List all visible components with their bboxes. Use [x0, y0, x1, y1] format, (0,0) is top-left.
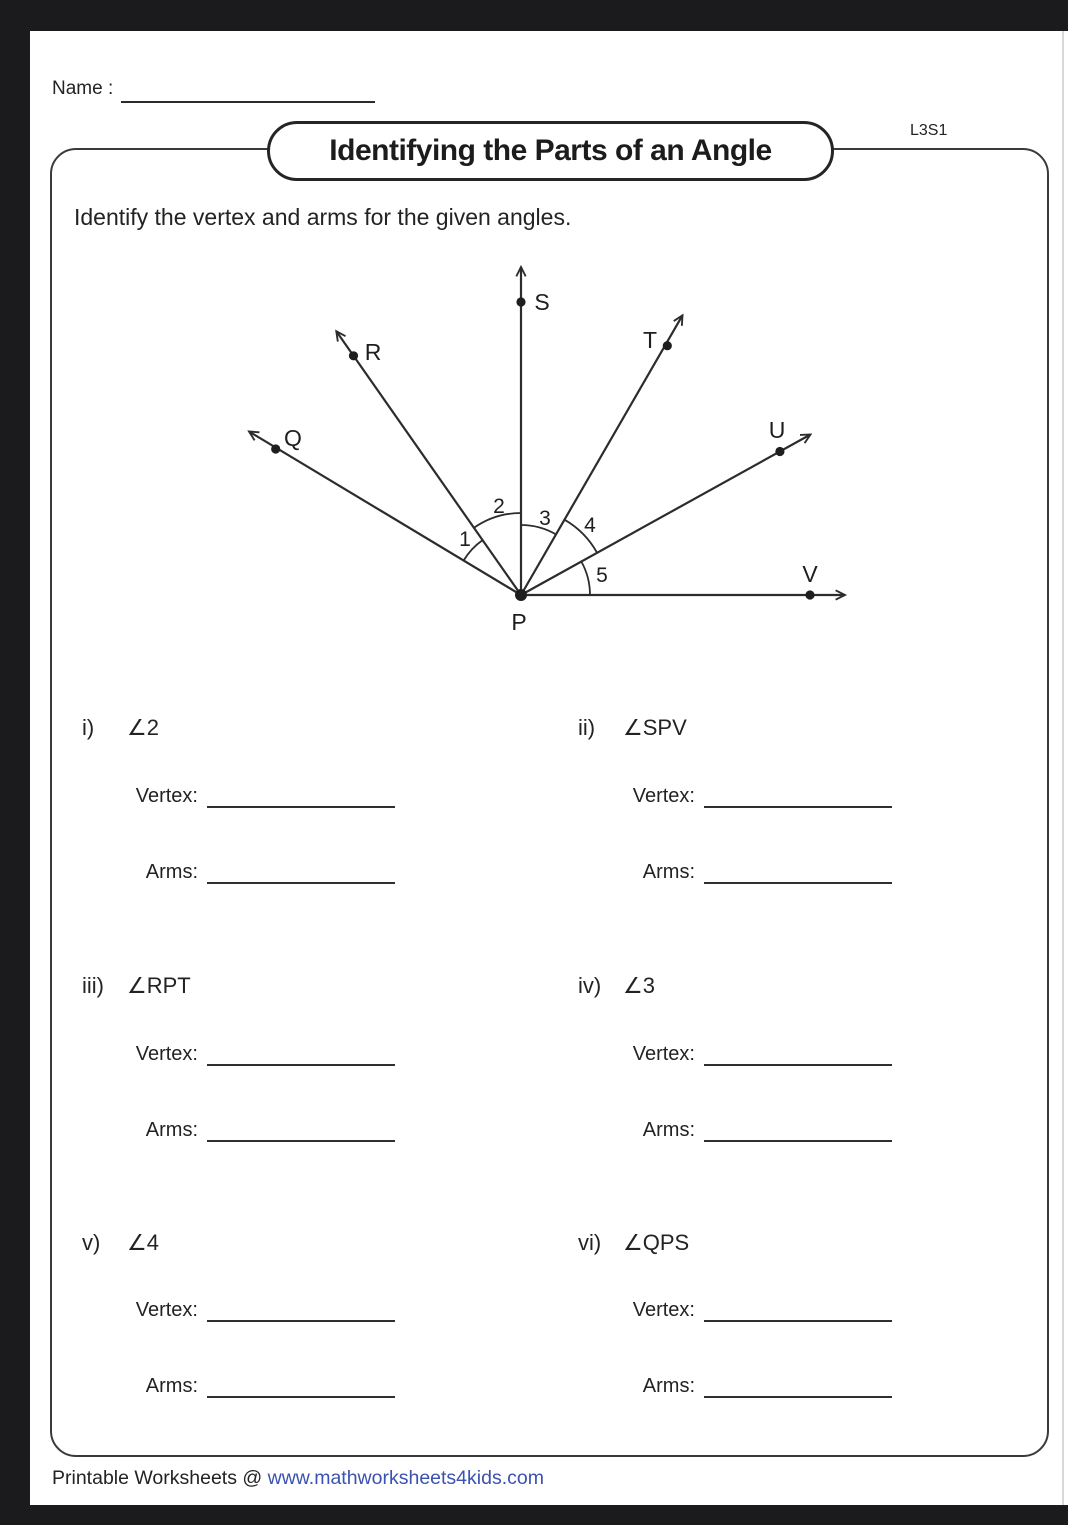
vertex-dot-p: [515, 589, 527, 601]
page-title: Identifying the Parts of an Angle: [329, 134, 772, 167]
angle-arc-5: [581, 562, 590, 596]
point-dot-t: [663, 341, 672, 350]
point-dot-q: [271, 444, 280, 453]
vertex-field-iii: [82, 1040, 395, 1066]
ray-pr: [336, 331, 521, 595]
vertex-label: Vertex:: [135, 1299, 198, 1321]
arms-answer-blank: [207, 1372, 395, 1398]
point-label-r: R: [364, 339, 382, 365]
question-numeral: iv): [578, 973, 602, 998]
footer-prefix: Printable Worksheets @: [52, 1467, 268, 1489]
arms-answer-blank: [704, 1372, 892, 1398]
question-angle-name: ∠4: [127, 1230, 159, 1255]
vertex-answer-blank: [704, 782, 892, 808]
point-dot-r: [349, 351, 358, 360]
arms-label: Arms:: [642, 1119, 695, 1141]
vertex-answer-blank: [704, 1040, 892, 1066]
question-numeral: v): [82, 1230, 101, 1255]
question-heading-ii: [578, 715, 687, 741]
arms-label: Arms:: [145, 1119, 198, 1141]
arms-label: Arms:: [642, 1375, 695, 1397]
title-banner: [267, 121, 834, 181]
point-dot-v: [805, 590, 814, 599]
question-angle-name: ∠3: [623, 973, 655, 998]
point-dot-u: [775, 447, 784, 456]
arms-answer-blank: [207, 1116, 395, 1142]
vertex-label: Vertex:: [632, 1043, 695, 1065]
question-angle-name: ∠2: [127, 715, 159, 740]
vertex-field-v: [82, 1296, 395, 1322]
question-heading-i: [82, 715, 159, 741]
point-label-t: T: [642, 327, 658, 353]
point-label-q: Q: [284, 425, 302, 451]
question-heading-vi: [578, 1230, 689, 1256]
angle-number-5: 5: [596, 564, 608, 587]
vertex-answer-blank: [207, 1296, 395, 1322]
point-label-s: S: [534, 289, 550, 315]
arms-answer-blank: [207, 858, 395, 884]
question-heading-iv: [578, 973, 655, 999]
instruction-text: Identify the vertex and arms for the given angles.: [74, 204, 572, 230]
question-numeral: iii): [82, 973, 104, 998]
question-numeral: ii): [578, 715, 596, 740]
vertex-label: Vertex:: [632, 1299, 695, 1321]
arms-answer-blank: [704, 1116, 892, 1142]
question-angle-name: ∠RPT: [127, 973, 191, 998]
angle-number-3: 3: [539, 507, 551, 530]
level-code: L3S1: [910, 122, 948, 139]
vertex-field-i: [82, 782, 395, 808]
vertex-answer-blank: [704, 1296, 892, 1322]
point-dot-s: [516, 297, 525, 306]
vertex-answer-blank: [207, 782, 395, 808]
arms-label: Arms:: [145, 861, 198, 883]
angle-number-1: 1: [459, 528, 471, 551]
vertex-label-p: P: [511, 609, 527, 635]
question-heading-iii: [82, 973, 191, 999]
name-label: Name :: [52, 78, 114, 99]
vertex-field-iv: [579, 1040, 892, 1066]
arms-field-i: [82, 858, 395, 884]
vertex-label: Vertex:: [135, 1043, 198, 1065]
point-label-v: V: [802, 561, 818, 587]
arms-label: Arms:: [642, 861, 695, 883]
vertex-field-vi: [579, 1296, 892, 1322]
page-edge-line: [1062, 31, 1064, 1505]
arms-answer-blank: [704, 858, 892, 884]
arms-field-vi: [579, 1372, 892, 1398]
ray-pq: [249, 432, 521, 596]
footer: [52, 1467, 544, 1490]
arms-label: Arms:: [145, 1375, 198, 1397]
question-angle-name: ∠SPV: [623, 715, 687, 740]
question-numeral: i): [82, 715, 95, 740]
vertex-field-ii: [579, 782, 892, 808]
arms-field-iv: [579, 1116, 892, 1142]
point-label-u: U: [768, 417, 786, 443]
angle-number-4: 4: [584, 514, 596, 537]
ray-pu: [521, 435, 811, 596]
question-angle-name: ∠QPS: [623, 1230, 690, 1255]
name-blank-line: [121, 101, 375, 103]
question-heading-v: [82, 1230, 159, 1256]
footer-link[interactable]: www.mathworksheets4kids.com: [267, 1467, 544, 1489]
arms-field-ii: [579, 858, 892, 884]
ray-pt: [521, 315, 683, 595]
angle-number-2: 2: [493, 495, 505, 518]
question-numeral: vi): [578, 1230, 602, 1255]
vertex-answer-blank: [207, 1040, 395, 1066]
vertex-label: Vertex:: [632, 785, 695, 807]
vertex-label: Vertex:: [135, 785, 198, 807]
arms-field-v: [82, 1372, 395, 1398]
angle-diagram: [180, 255, 880, 655]
arms-field-iii: [82, 1116, 395, 1142]
